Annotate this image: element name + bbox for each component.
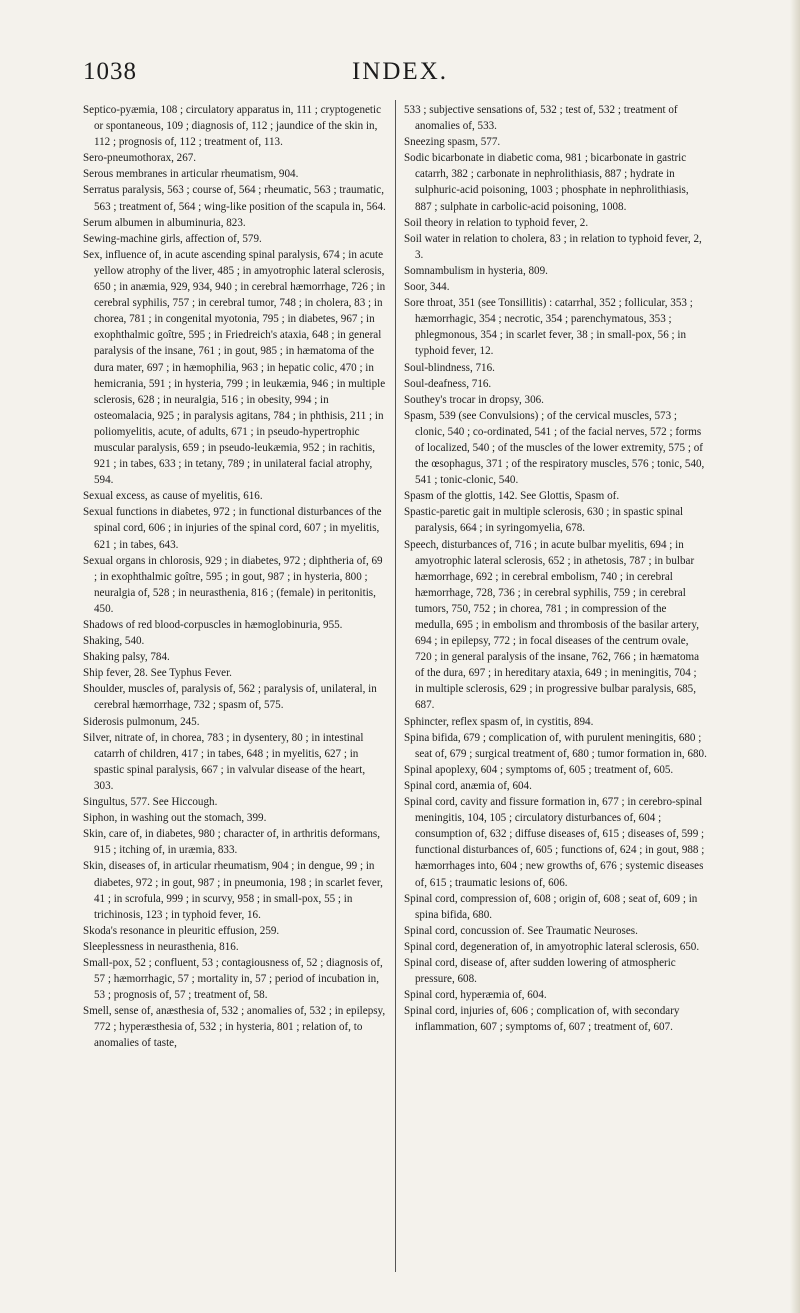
index-entry: Spastic-paretic gait in multiple sclerosis, 630 ; in spastic spinal paralysis, 664 ; in syringomyelia, 678.: [404, 506, 684, 535]
index-entry: Soil water in relation to cholera, 83 ; in relation to typhoid fever, 2, 3.: [404, 232, 702, 261]
index-entry: Skoda's resonance in pleuritic effusion, 259.: [83, 924, 280, 937]
page-title: INDEX.: [351, 58, 448, 85]
index-entry: Small-pox, 52 ; confluent, 53 ; contagiousness of, 52 ; diagnosis of, 57 ; hæmorrhagic, 57 ; mortality in, 57 ; period of incubation in, 53 ; prognosis of, 57 ; treatment of, 58.: [83, 956, 383, 1002]
index-entry: Southey's trocar in dropsy, 306.: [404, 393, 544, 406]
index-entry: Spina bifida, 679 ; complication of, with purulent meningitis, 680 ; seat of, 679 ; surgical treatment of, 680 ; tumor formation in, 680.: [404, 731, 707, 760]
index-entry: Sero-pneumothorax, 267.: [83, 152, 197, 165]
index-entry: Septico-pyæmia, 108 ; circulatory apparatus in, 111 ; cryptogenetic or spontaneous, 109 ; diagnosis of, 112 ; jaundice of the skin in, 112 ; prognosis of, 112 ; treatment of, 113.: [83, 104, 382, 149]
index-entry: Spinal cord, injuries of, 606 ; complication of, with secondary inflammation, 607 ; symptoms of, 607 ; treatment of, 607.: [404, 1005, 680, 1034]
index-entry: Soor, 344.: [404, 281, 450, 294]
index-column-left: [83, 102, 386, 1052]
index-entry: Shoulder, muscles of, paralysis of, 562 ; paralysis of, unilateral, in cerebral hæmorrhage, 732 ; spasm of, 575.: [83, 683, 377, 712]
column-divider: [395, 100, 396, 1272]
index-entry: Spasm of the glottis, 142. See Glottis, Spasm of.: [404, 490, 620, 503]
index-entry: Sewing-machine girls, affection of, 579.: [83, 232, 262, 245]
index-entry: Spinal cord, concussion of. See Traumatic Neuroses.: [404, 924, 638, 937]
index-entry: Spasm, 539 (see Convulsions) ; of the cervical muscles, 573 ; clonic, 540 ; co-ordinated, 541 ; of the facial nerves, 572 ; forms of localized, 540 ; of the muscles of the lower extremity, 575 ; of the œsophagus, 371 ; of the respiratory muscles, 576 ; tonic, 540, 541 ; tonic-clonic, 540.: [404, 409, 705, 487]
index-entry: Shaking palsy, 784.: [83, 651, 170, 664]
index-entry: Sexual organs in chlorosis, 929 ; in diabetes, 972 ; diphtheria of, 69 ; in exophthalmic goître, 595 ; in gout, 987 ; in hysteria, 800 ; neuralgia of, 528 ; in neurasthenia, 816 ; (female) in peritonitis, 450.: [83, 554, 383, 615]
index-entry: Spinal apoplexy, 604 ; symptoms of, 605 ; treatment of, 605.: [404, 763, 674, 776]
index-entry: Spinal cord, disease of, after sudden lowering of atmospheric pressure, 608.: [404, 956, 676, 986]
index-entry: Sodic bicarbonate in diabetic coma, 981 ; bicarbonate in gastric catarrh, 382 ; carbonate in nephrolithiasis, 887 ; hydrate in sulphuric-acid poisoning, 1003 ; phosphate in nephrolithiasis, 887 ; sulphate in carbolic-acid poisoning, 1008.: [404, 152, 689, 213]
index-entry: Speech, disturbances of, 716 ; in acute bulbar myelitis, 694 ; in amyotrophic lateral sclerosis, 652 ; in athetosis, 787 ; in bulbar hæmorrhage, 692 ; in cerebral embolism, 740 ; in cerebral hæmorrhage, 728, 736 ; in cerebral syphilis, 759 ; in cerebral tumors, 750, 752 ; in chorea, 781 ; in compression of the medulla, 695 ; in embolism and thrombosis of the basilar artery, 694 ; in epilepsy, 772 ; in focal diseases of the centrum ovale, 720 ; in general paralysis of the insane, 762, 766 ; in hæmatoma of the dura, 697 ; in hereditary ataxia, 649 ; in meningitis, 704 ; in multiple sclerosis, 629 ; in progressive bulbar paralysis, 685, 687.: [404, 538, 700, 712]
index-entry: Spinal cord, anæmia of, 604.: [404, 779, 532, 792]
page-edge: [790, 0, 800, 1313]
index-entry: Soul-blindness, 716.: [404, 361, 495, 374]
index-entry: Silver, nitrate of, in chorea, 783 ; in dysentery, 80 ; in intestinal catarrh of children, 417 ; in tabes, 648 ; in myelitis, 627 ; in spastic spinal paralysis, 667 ; in valvular disease of the heart, 303.: [83, 731, 366, 792]
index-entry: Spinal cord, compression of, 608 ; origin of, 608 ; seat of, 609 ; in spina bifida, 680.: [404, 892, 698, 921]
index-entry: Singultus, 577. See Hiccough.: [83, 796, 218, 809]
index-entry: Ship fever, 28. See Typhus Fever.: [83, 667, 232, 680]
index-entry: Shadows of red blood-corpuscles in hæmoglobinuria, 955.: [83, 619, 343, 631]
index-entry: Siderosis pulmonum, 245.: [83, 715, 200, 728]
index-entry: Sneezing spasm, 577.: [404, 136, 501, 149]
index-entry: Serratus paralysis, 563 ; course of, 564 ; rheumatic, 563 ; traumatic, 563 ; treatment of, 564 ; wing-like position of the scapula in, 564.: [83, 184, 386, 213]
index-entry: Somnambulism in hysteria, 809.: [404, 264, 548, 277]
index-entry: Spinal cord, cavity and fissure formation in, 677 ; in cerebro-spinal meningitis, 104, 105 ; circulatory disturbances of, 604 ; consumption of, 632 ; diffuse diseases of, 615 ; diseases of, 599 ; functional disturbances of, 605 ; functions of, 624 ; in gout, 988 ; hæmorrhages into, 604 ; new growths of, 676 ; systemic diseases of, 615 ; traumatic lesions of, 606.: [404, 796, 705, 889]
index-entry: Sleeplessness in neurasthenia, 816.: [83, 940, 239, 953]
index-entry: Serum albumen in albuminuria, 823.: [83, 216, 246, 229]
index-entry: Serous membranes in articular rheumatism, 904.: [83, 168, 299, 181]
index-entry: Sore throat, 351 (see Tonsillitis) : catarrhal, 352 ; follicular, 353 ; hæmorrhagic, 354 ; necrotic, 354 ; parenchymatous, 353 ; phlegmonous, 354 ; in scarlet fever, 38 ; in small-pox, 56 ; in typhoid fever, 12.: [404, 297, 693, 358]
index-entry: Skin, care of, in diabetes, 980 ; character of, in arthritis deformans, 915 ; itching of, in uræmia, 833.: [83, 828, 380, 857]
index-entry: Sexual functions in diabetes, 972 ; in functional disturbances of the spinal cord, 606 ; in injuries of the spinal cord, 607 ; in myelitis, 621 ; in tabes, 643.: [83, 506, 382, 551]
index-entry: Soul-deafness, 716.: [404, 377, 492, 390]
index-entry: Shaking, 540.: [83, 635, 145, 648]
index-entry: Spinal cord, degeneration of, in amyotrophic lateral sclerosis, 650.: [404, 940, 700, 953]
index-entry: Sphincter, reflex spasm of, in cystitis, 894.: [404, 715, 594, 728]
index-entry: Soil theory in relation to typhoid fever, 2.: [404, 216, 589, 229]
index-entry: Siphon, in washing out the stomach, 399.: [83, 812, 267, 825]
index-entry: 533 ; subjective sensations of, 532 ; test of, 532 ; treatment of anomalies of, 533.: [404, 104, 678, 133]
page-number: 1038: [83, 58, 137, 85]
index-entry: Spinal cord, hyperæmia of, 604.: [404, 989, 547, 1002]
index-column-right: [404, 102, 707, 1035]
index-entry: Sex, influence of, in acute ascending spinal paralysis, 674 ; in acute yellow atrophy of the liver, 485 ; in amyotrophic lateral sclerosis, 650 ; in anæmia, 929, 934, 940 ; in cerebral hæmorrhage, 726 ; in cerebral syphilis, 757 ; in cerebral tumor, 748 ; in cholera, 83 ; in chorea, 781 ; in congenital myotonia, 795 ; in diabetes, 967 ; in exophthalmic goître, 595 ; in Friedreich's ataxia, 648 ; in general paralysis of the insane, 761 ; in gout, 985 ; in hæmatoma of the dura mater, 697 ; in hæmophilia, 963 ; in hepatic colic, 470 ; in hemicrania, 591 ; in hysteria, 799 ; in leukæmia, 946 ; in multiple sclerosis, 628 ; in neuralgia, 516 ; in obesity, 994 ; in osteomalacia, 925 ; in paralysis agitans, 784 ; in phthisis, 211 ; in poliomyelitis, acute, of adults, 671 ; in pseudo-hypertrophic muscular paralysis, 659 ; in pseudo-leukæmia, 952 ; in rachitis, 921 ; in tabes, 633 ; in tetany, 789 ; in unilateral facial atrophy, 594.: [83, 248, 386, 487]
index-entry: Sexual excess, as cause of myelitis, 616.: [83, 490, 263, 503]
index-entry: Smell, sense of, anæsthesia of, 532 ; anomalies of, 532 ; in epilepsy, 772 ; hyperæsthesia of, 532 ; in hysteria, 801 ; relation of, to anomalies of taste,: [83, 1005, 386, 1050]
index-entry: Skin, diseases of, in articular rheumatism, 904 ; in dengue, 99 ; in diabetes, 972 ; in gout, 987 ; in pneumonia, 198 ; in scarlet fever, 41 ; in scrofula, 999 ; in scurvy, 958 ; in small-pox, 55 ; in trichinosis, 123 ; in typhoid fever, 16.: [83, 860, 383, 921]
